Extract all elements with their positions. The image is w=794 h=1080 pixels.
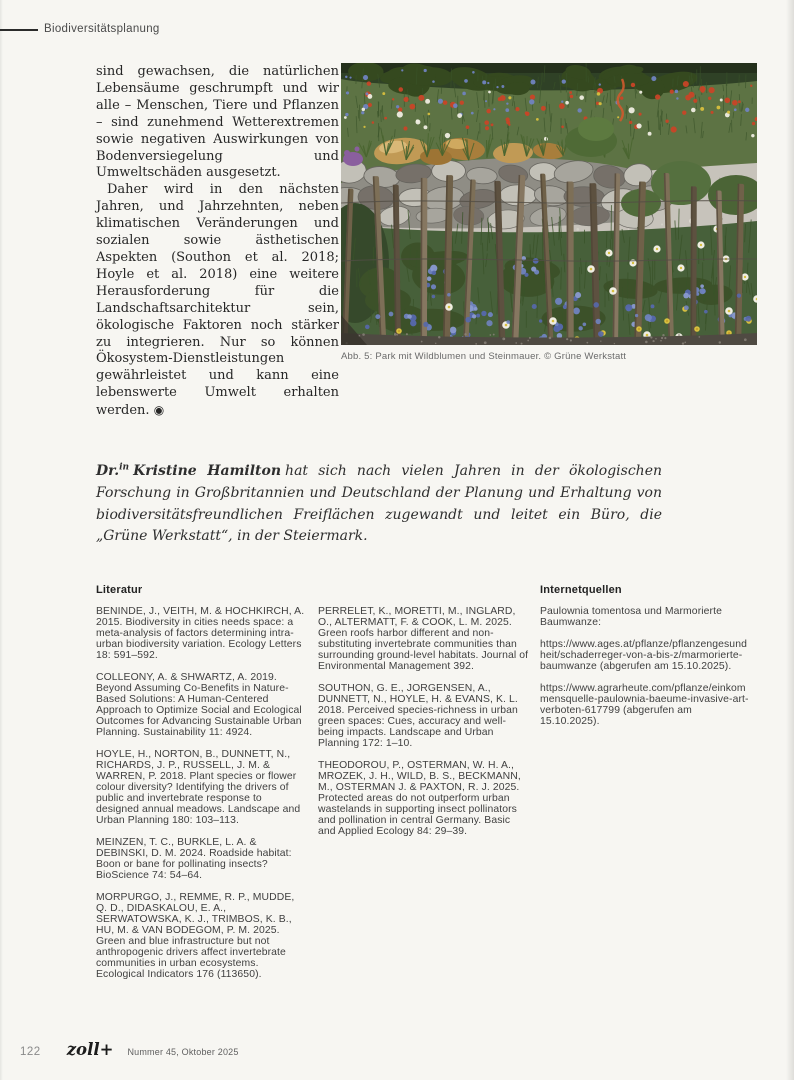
internet-sources-list xyxy=(540,639,751,727)
internet-sources-heading: Internetquellen xyxy=(540,584,622,596)
section-label: Biodiversitätsplanung xyxy=(44,23,160,35)
article-paragraph: Daher wird in den nächsten Jahren, und Jahrzehnten, neben klimatischen Veränderungen und sozialen sowie ästhetischen Aspekten (Southon et al. 2018; Hoyle et al. 2018) eine weitere Herausforderung für die Landschaftsarchitektur sein, ökologische Faktoren noch stärker zu integrieren. Nur so können Ökosystem-Dienstleistungen gewährleistet und kann eine lebenswerte Umwelt erhalten werden. ◉ xyxy=(96,182,339,419)
reference-item: THEODOROU, P., OSTERMAN, W. H. A., MROZEK, J. H., WILD, B. S., BECKMANN, M., OSTERMAN J. & PAXTON, R. J. 2025. Protected areas do not outperform urban wastelands in supporting insect pollinators and pollination in central Germany. Basic and Applied Ecology 84: 29–39. xyxy=(318,760,521,837)
journal-logo: zoll+ xyxy=(66,1040,114,1059)
reference-item: https://www.agrarheute.com/pflanze/einkommensquelle-paulownia-baeume-invasive-art-verboten-617799 (abgerufen am 15.10.2025). xyxy=(540,683,749,727)
article-paragraph: sind gewachsen, die natürlichen Lebensäume geschrumpft und wir alle – Menschen, Tiere und Pflanzen – sind zunehmend Wetterextremen sowie negativen Auswirkungen von Bodenversiegelung und Umweltschäden ausgesetzt. xyxy=(96,64,339,181)
internet-sources-intro: Paulownia tomentosa und Marmorierte Baumwanze: xyxy=(540,606,722,628)
reference-item: https://www.ages.at/pflanze/pflanzengesundheit/schaderreger-von-a-bis-z/marmorierte-baumwanze (abgerufen am 15.10.2025). xyxy=(540,639,747,672)
reference-item: MORPURGO, J., REMME, R. P., MUDDE, Q. D., DIDASKALOU, E. A., SERWATOWSKA, K. J., TRIMBOS, K. B., HU, M. & VAN BODEGOM, P. M. 2025. Green and blue infrastructure but not anthropogenic drivers affect invertebrate communities in urban ecosystems. Ecological Indicators 176 (113650). xyxy=(96,892,295,980)
footer xyxy=(20,1040,239,1062)
literature-column-1 xyxy=(96,606,305,991)
literature-heading: Literatur xyxy=(96,584,143,596)
literature-column-2 xyxy=(318,606,529,848)
article-body xyxy=(96,64,339,420)
figure-caption: Abb. 5: Park mit Wildblumen und Steinmauer. © Grüne Werkstatt xyxy=(341,351,627,362)
author-bio-text: hat sich nach vielen Jahren in der ökologischen Forschung in Großbritannien und Deutschland der Planung und Erhaltung von biodiversitätsfreundlichen Freiflächen zugewandt und leitet ein Büro, die „Grüne Werkstatt“, in der Steiermark. xyxy=(96,463,662,545)
page-number: 122 xyxy=(20,1046,41,1058)
reference-item: BENINDE, J., VEITH, M. & HOCHKIRCH, A. 2015. Biodiversity in cities needs space: a meta-analysis of factors determining intra-urban biodiversity variation. Ecology Letters 18: 591–592. xyxy=(96,606,305,661)
reference-item: SOUTHON, G. E., JORGENSEN, A., DUNNETT, N., HOYLE, H. & EVANS, K. L. 2018. Perceived species-richness in urban green spaces: Cues, accuracy and well-being impacts. Landscape and Urban Planning 172: 1–10. xyxy=(318,683,518,749)
reference-item: HOYLE, H., NORTON, B., DUNNETT, N., RICHARDS, J. P., RUSSELL, J. M. & WARREN, P. 2018. Plant species or flower colour diversity? Identifying the drivers of public and invertebrate response to designed annual meadows. Landscape and Urban Planning 180: 103–113. xyxy=(96,749,301,826)
issue-info: Nummer 45, Oktober 2025 xyxy=(127,1047,239,1057)
park-photo-svg xyxy=(341,63,757,345)
author-bio xyxy=(96,461,662,548)
photo-park-wildflowers xyxy=(341,63,757,345)
end-of-article-icon: ◉ xyxy=(153,403,165,418)
author-name: Dr.$^{in}$ Kristine Hamilton xyxy=(96,462,282,479)
header-rule xyxy=(0,29,38,31)
internet-sources-column xyxy=(540,606,751,738)
reference-item: COLLEONY, A. & SHWARTZ, A. 2019. Beyond Assuming Co-Benefits in Nature-Based Solutions: A Human-Centered Approach to Optimize Social and Ecological Outcomes for Advancing Sustainable Urban Planning. Sustainability 11: 4924. xyxy=(96,672,302,738)
reference-item: MEINZEN, T. C., BURKLE, L. A. & DEBINSKI, D. M. 2024. Roadside habitat: Boon or bane for pollinating insects? BioScience 74: 54–64. xyxy=(96,837,292,881)
reference-item: PERRELET, K., MORETTI, M., INGLARD, O., ALTERMATT, F. & COOK, L. M. 2025. Green roofs harbor different and non-substituting invertebrate communities than surrounding ground-level habitats. Journal of Environmental Management 392. xyxy=(318,606,529,672)
